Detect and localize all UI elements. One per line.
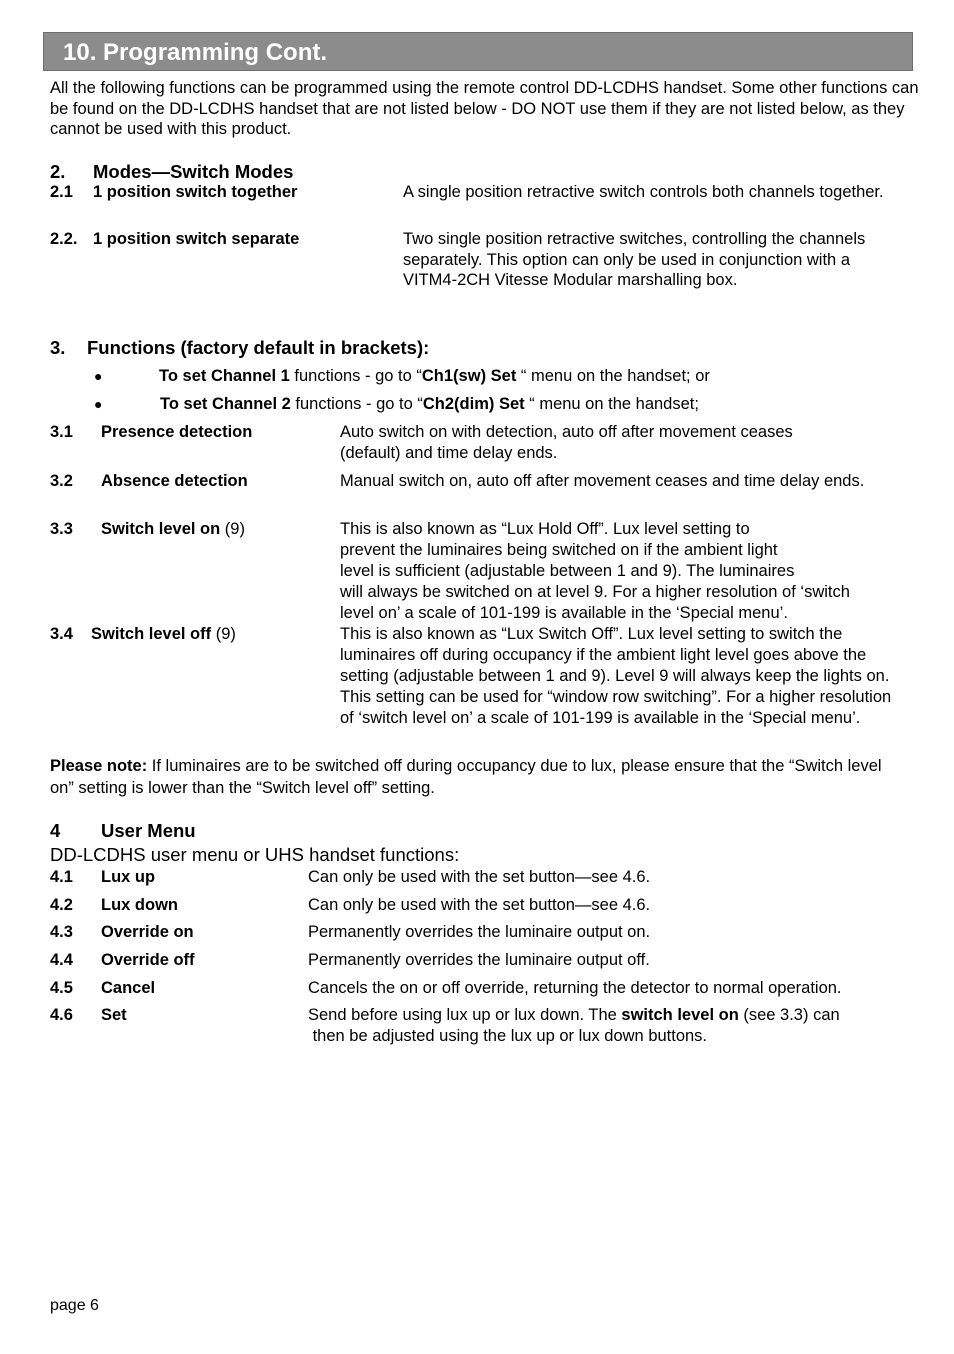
- item-number: 4.3: [50, 923, 73, 941]
- item-label: 1 position switch together: [93, 183, 298, 201]
- item-label-with-default: [91, 624, 236, 645]
- item-label: Override off: [101, 951, 195, 969]
- item-label: Override on: [101, 923, 194, 941]
- item-number: 3.1: [50, 423, 73, 441]
- item-number: 3.2: [50, 472, 73, 490]
- item-number: 2.2.: [50, 230, 78, 248]
- item-description: Auto switch on with detection, auto off after movement ceases (default) and time delay ends.: [340, 423, 793, 462]
- item-description: Permanently overrides the luminaire output off.: [308, 951, 650, 969]
- menu-name: Ch1(sw) Set: [421, 367, 517, 385]
- item-description: This is also known as “Lux Hold Off”. Lux level setting to prevent the luminaires being switched on if the ambient light level is sufficient (adjustable between 1 and 9). The luminaires will always be switched on at level 9. For a higher resolution of ‘switch level on’ a scale of 101-199 is available in the ‘Special menu’.: [340, 520, 850, 622]
- please-note: [50, 756, 905, 799]
- item-label: Absence detection: [101, 472, 248, 490]
- item-label: Presence detection: [101, 423, 253, 441]
- default-value: (9): [211, 625, 236, 643]
- item-description: Two single position retractive switches, controlling the channels separately. This option can only be used in conjunction with a VITM4-2CH Vitesse Modular marshalling box.: [403, 230, 866, 289]
- bullet-lead: To set Channel 2: [160, 395, 291, 413]
- item-label-with-default: [101, 519, 245, 540]
- menu-name: Ch2(dim) Set: [422, 395, 525, 413]
- item-label: Lux up: [101, 868, 156, 886]
- default-value: (9): [220, 520, 245, 538]
- item-description: A single position retractive switch controls both channels together.: [403, 183, 884, 201]
- item-number: 3.3: [50, 520, 73, 538]
- bullet-lead: To set Channel 1: [159, 367, 290, 385]
- item-label: Set: [101, 1006, 127, 1024]
- item-label: Cancel: [101, 979, 156, 997]
- item-description: Manual switch on, auto off after movement ceases and time delay ends.: [340, 472, 865, 490]
- page-number: page 6: [50, 1297, 99, 1314]
- section-4-number: 4: [50, 820, 61, 841]
- bullet-item: To set Channel 2 functions - go to “Ch2(dim) Set “ menu on the handset;: [160, 395, 699, 413]
- bullet-icon: ●: [94, 368, 103, 384]
- item-number: 4.1: [50, 868, 73, 886]
- item-label: Switch level off: [91, 625, 212, 643]
- item-label: Lux down: [101, 896, 178, 914]
- section-3-heading: Functions (factory default in brackets):: [87, 337, 430, 358]
- item-description: Can only be used with the set button—see 4.6.: [308, 868, 651, 886]
- item-number: 2.1: [50, 183, 73, 201]
- item-description: Cancels the on or off override, returning the detector to normal operation.: [308, 979, 842, 997]
- bullet-icon: ●: [94, 396, 103, 412]
- item-description: Can only be used with the set button—see 4.6.: [308, 896, 651, 914]
- intro-paragraph: All the following functions can be programmed using the remote control DD-LCDHS handset. Some other functions can be found on the DD-LCDHS handset that are not listed below - DO NOT use them if they are not listed below, as they cannot be used with this product.: [50, 79, 919, 138]
- item-number: 4.4: [50, 951, 73, 969]
- section-3-number: 3.: [50, 337, 66, 358]
- section-2-heading: Modes—Switch Modes: [93, 161, 294, 182]
- section-2-number: 2.: [50, 161, 66, 182]
- item-number: 4.2: [50, 896, 73, 914]
- section-4-subtitle: DD-LCDHS user menu or UHS handset functions:: [50, 844, 460, 865]
- item-description: Send before using lux up or lux down. The switch level on (see 3.3) can then be adjusted using the lux up or lux down buttons.: [308, 1006, 840, 1045]
- item-number: 4.6: [50, 1006, 73, 1024]
- item-number: 3.4: [50, 625, 73, 643]
- page-title: 10. Programming Cont.: [63, 39, 328, 66]
- bullet-item: To set Channel 1 functions - go to “Ch1(sw) Set “ menu on the handset; or: [159, 367, 710, 385]
- item-label: 1 position switch separate: [93, 230, 300, 248]
- note-text: If luminaires are to be switched off during occupancy due to lux, please ensure that the “Switch level on” setting is lower than the “Switch level off” setting.: [50, 757, 882, 797]
- emphasis: switch level on: [621, 1006, 739, 1024]
- item-description: This is also known as “Lux Switch Off”. Lux level setting to switch the luminaires off during occupancy if the ambient light level goes above the setting (adjustable between 1 and 9). Level 9 will always keep the lights on. This setting can be used for “window row switching”. For a higher resolution of ‘switch level on’ a scale of 101-199 is available in the ‘Special menu’.: [340, 625, 892, 727]
- note-label: Please note:: [50, 757, 148, 775]
- section-4-heading: User Menu: [101, 820, 196, 841]
- item-label: Switch level on: [101, 520, 221, 538]
- section-title-banner: [43, 32, 913, 71]
- item-description: Permanently overrides the luminaire output on.: [308, 923, 651, 941]
- item-number: 4.5: [50, 979, 73, 997]
